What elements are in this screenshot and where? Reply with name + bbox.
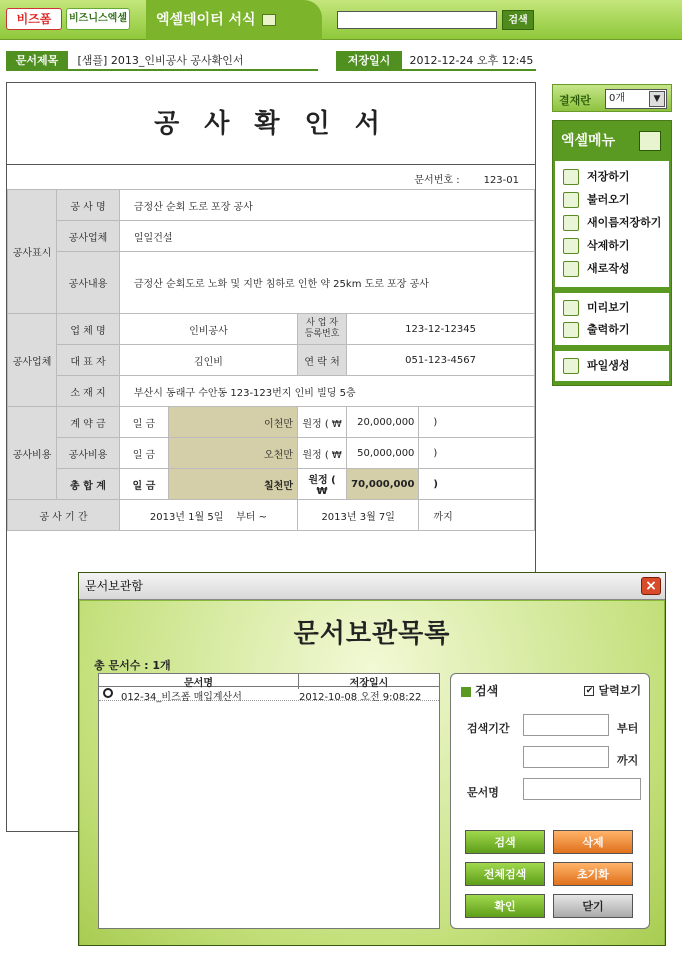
close-icon[interactable]: × (641, 577, 661, 595)
period-to-input[interactable] (523, 746, 609, 768)
menu-new-label: 새로작성 (587, 262, 630, 275)
cost-number[interactable]: 50,000,000 (347, 438, 419, 469)
field-label: 대 표 자 (57, 345, 120, 376)
cost-korean[interactable]: 오천만 (169, 438, 298, 469)
col-header-name[interactable]: 문서명 (99, 674, 299, 689)
search-title-text: 검색 (475, 684, 499, 698)
menu-group-2 (555, 293, 669, 345)
delete-button[interactable]: 삭제 (553, 830, 633, 854)
doc-title-value: [샘플] 2013_인비공사 공사확인서 (77, 54, 244, 67)
dialog-window-title: 문서보관함 (85, 579, 143, 593)
cost-end: ) (419, 438, 535, 469)
reg-label-2: 등록번호 (304, 329, 340, 339)
search-button[interactable]: 검색 (465, 830, 545, 854)
document-count: 총 문서수 : 1개 (94, 659, 171, 672)
document-storage-dialog (78, 572, 666, 946)
excel-menu (552, 120, 672, 386)
business-excel-logo[interactable]: 비즈니스엑셀 (66, 8, 130, 30)
list-item-name: 012-34_비즈폼 매입계산서 (121, 692, 242, 703)
cost-prefix: 일 금 (119, 469, 168, 500)
menu-preview[interactable] (563, 298, 630, 318)
approval-label: 결재란 (559, 94, 591, 107)
period-from-date[interactable]: 2013년 1월 5일 (149, 511, 224, 523)
document-heading: 공 사 확 인 서 (7, 83, 535, 165)
cost-korean[interactable]: 이천만 (169, 407, 298, 438)
doc-title-row (6, 51, 318, 71)
search-panel (450, 673, 650, 929)
cost-korean[interactable]: 칠천만 (169, 469, 298, 500)
list-header (99, 674, 439, 687)
menu-save-as[interactable] (563, 213, 661, 233)
preview-icon (563, 300, 579, 316)
cost-won: 원정 ( ₩ (297, 407, 346, 438)
search-all-button[interactable]: 전체검색 (465, 862, 545, 886)
check-icon: ✔ (585, 686, 594, 696)
period-mid: 부터 ~ (236, 511, 267, 523)
app-title-text: 엑셀데이터 서식 (156, 12, 256, 28)
bullet-icon (461, 687, 471, 697)
app-title (146, 0, 322, 40)
menu-open[interactable] (563, 190, 630, 210)
excel-menu-title (553, 121, 671, 161)
cost-prefix: 일 금 (119, 407, 168, 438)
menu-delete[interactable] (563, 236, 630, 256)
menu-create-file-label: 파일생성 (587, 359, 630, 372)
radio-button[interactable] (103, 688, 113, 698)
dialog-body (80, 601, 664, 945)
menu-create-file[interactable] (563, 356, 630, 376)
new-doc-icon (563, 261, 579, 277)
dialog-title: 문서보관목록 (293, 619, 451, 649)
print-icon (563, 322, 579, 338)
field-label: 공 사 기 간 (8, 500, 120, 531)
document-number (414, 171, 519, 186)
field-label: 연 락 처 (297, 345, 346, 376)
cost-won: 원정 ( ₩ (297, 469, 346, 500)
menu-save-as-label: 새이름저장하기 (587, 216, 662, 229)
menu-new[interactable] (563, 259, 630, 279)
docno-value: 123-01 (483, 175, 519, 186)
period-end: 까지 (419, 500, 535, 531)
chevron-down-icon[interactable]: ▼ (649, 91, 665, 107)
top-search-button[interactable]: 검색 (502, 10, 534, 30)
field-label: 총 합 계 (57, 469, 120, 500)
top-bar (0, 0, 682, 40)
field-label (297, 314, 346, 345)
from-suffix: 부터 (617, 722, 639, 735)
cost-prefix: 일 금 (119, 438, 168, 469)
top-search-input[interactable] (337, 11, 497, 29)
menu-delete-label: 삭제하기 (587, 239, 630, 252)
section-label: 공사표시 (8, 190, 57, 314)
field-value[interactable]: 금정산 순회도로 노화 및 지반 침하로 인한 약 25km 도로 포장 공사 (119, 252, 534, 314)
doc-name-input[interactable] (523, 778, 641, 800)
field-label: 공 사 명 (57, 190, 120, 221)
form-table (7, 189, 535, 531)
cost-end: ) (419, 407, 535, 438)
period-from (119, 500, 297, 531)
to-suffix: 까지 (617, 754, 639, 767)
file-create-icon (563, 358, 579, 374)
search-panel-title (461, 682, 498, 699)
field-value[interactable]: 123-12-12345 (347, 314, 535, 345)
field-value[interactable]: 부산시 동래구 수안동 123-123번지 인비 빌딩 5층 (119, 376, 534, 407)
approval-select[interactable] (605, 89, 667, 109)
field-label: 공사비용 (57, 438, 120, 469)
field-value[interactable]: 051-123-4567 (347, 345, 535, 376)
list-item[interactable] (99, 687, 439, 701)
saved-value: 2012-12-24 오후 12:45 (409, 54, 534, 67)
cost-number[interactable]: 20,000,000 (347, 407, 419, 438)
field-label: 공사업체 (57, 221, 120, 252)
period-from-input[interactable] (523, 714, 609, 736)
field-value[interactable]: 금정산 순회 도로 포장 공사 (119, 190, 534, 221)
field-value[interactable]: 일일건설 (119, 221, 534, 252)
dialog-titlebar[interactable] (79, 573, 665, 600)
document-list (98, 673, 440, 929)
ok-button[interactable]: 확인 (465, 894, 545, 918)
section-label: 공사비용 (8, 407, 57, 500)
approval-panel (552, 84, 672, 112)
menu-preview-label: 미리보기 (587, 301, 630, 314)
menu-open-label: 불러오기 (587, 193, 630, 206)
excel-icon (639, 131, 661, 151)
save-as-icon (563, 215, 579, 231)
field-label: 소 재 지 (57, 376, 120, 407)
list-item-date: 2012-10-08 오전 9:08:22 (299, 692, 422, 703)
field-value[interactable]: 김인비 (119, 345, 297, 376)
menu-group-3 (555, 351, 669, 381)
docno-label: 문서번호 : (414, 175, 460, 186)
cost-number[interactable]: 70,000,000 (347, 469, 419, 500)
calendar-label: 달력보기 (598, 684, 641, 697)
trash-icon (563, 238, 579, 254)
bizform-logo[interactable]: 비즈폼 (6, 8, 62, 30)
doc-title-label: 문서제목 (6, 51, 68, 71)
approval-value: 0개 (609, 93, 626, 104)
menu-save-label: 저장하기 (587, 170, 630, 183)
excel-icon (262, 14, 276, 26)
section-label: 공사업체 (8, 314, 57, 407)
reset-button[interactable]: 초기화 (553, 862, 633, 886)
close-button[interactable]: 닫기 (553, 894, 633, 918)
field-label: 업 체 명 (57, 314, 120, 345)
menu-group-1 (555, 161, 669, 287)
saved-label: 저장일시 (336, 51, 402, 71)
cost-won: 원정 ( ₩ (297, 438, 346, 469)
field-value[interactable]: 인비공사 (119, 314, 297, 345)
menu-print-label: 출력하기 (587, 323, 630, 336)
save-icon (563, 169, 579, 185)
cost-end: ) (419, 469, 535, 500)
field-label: 계 약 금 (57, 407, 120, 438)
excel-menu-title-text: 엑셀메뉴 (561, 133, 616, 149)
open-icon (563, 192, 579, 208)
period-label: 검색기간 (467, 722, 510, 735)
name-label: 문서명 (467, 786, 499, 799)
field-label: 공사내용 (57, 252, 120, 314)
calendar-checkbox[interactable] (584, 682, 641, 698)
col-header-date[interactable]: 저장일시 (349, 678, 389, 689)
saved-row (336, 51, 536, 71)
menu-print[interactable] (563, 320, 630, 340)
period-to[interactable]: 2013년 3월 7일 (297, 500, 418, 531)
menu-save[interactable] (563, 167, 630, 187)
reg-label-1: 사 업 자 (306, 318, 338, 328)
